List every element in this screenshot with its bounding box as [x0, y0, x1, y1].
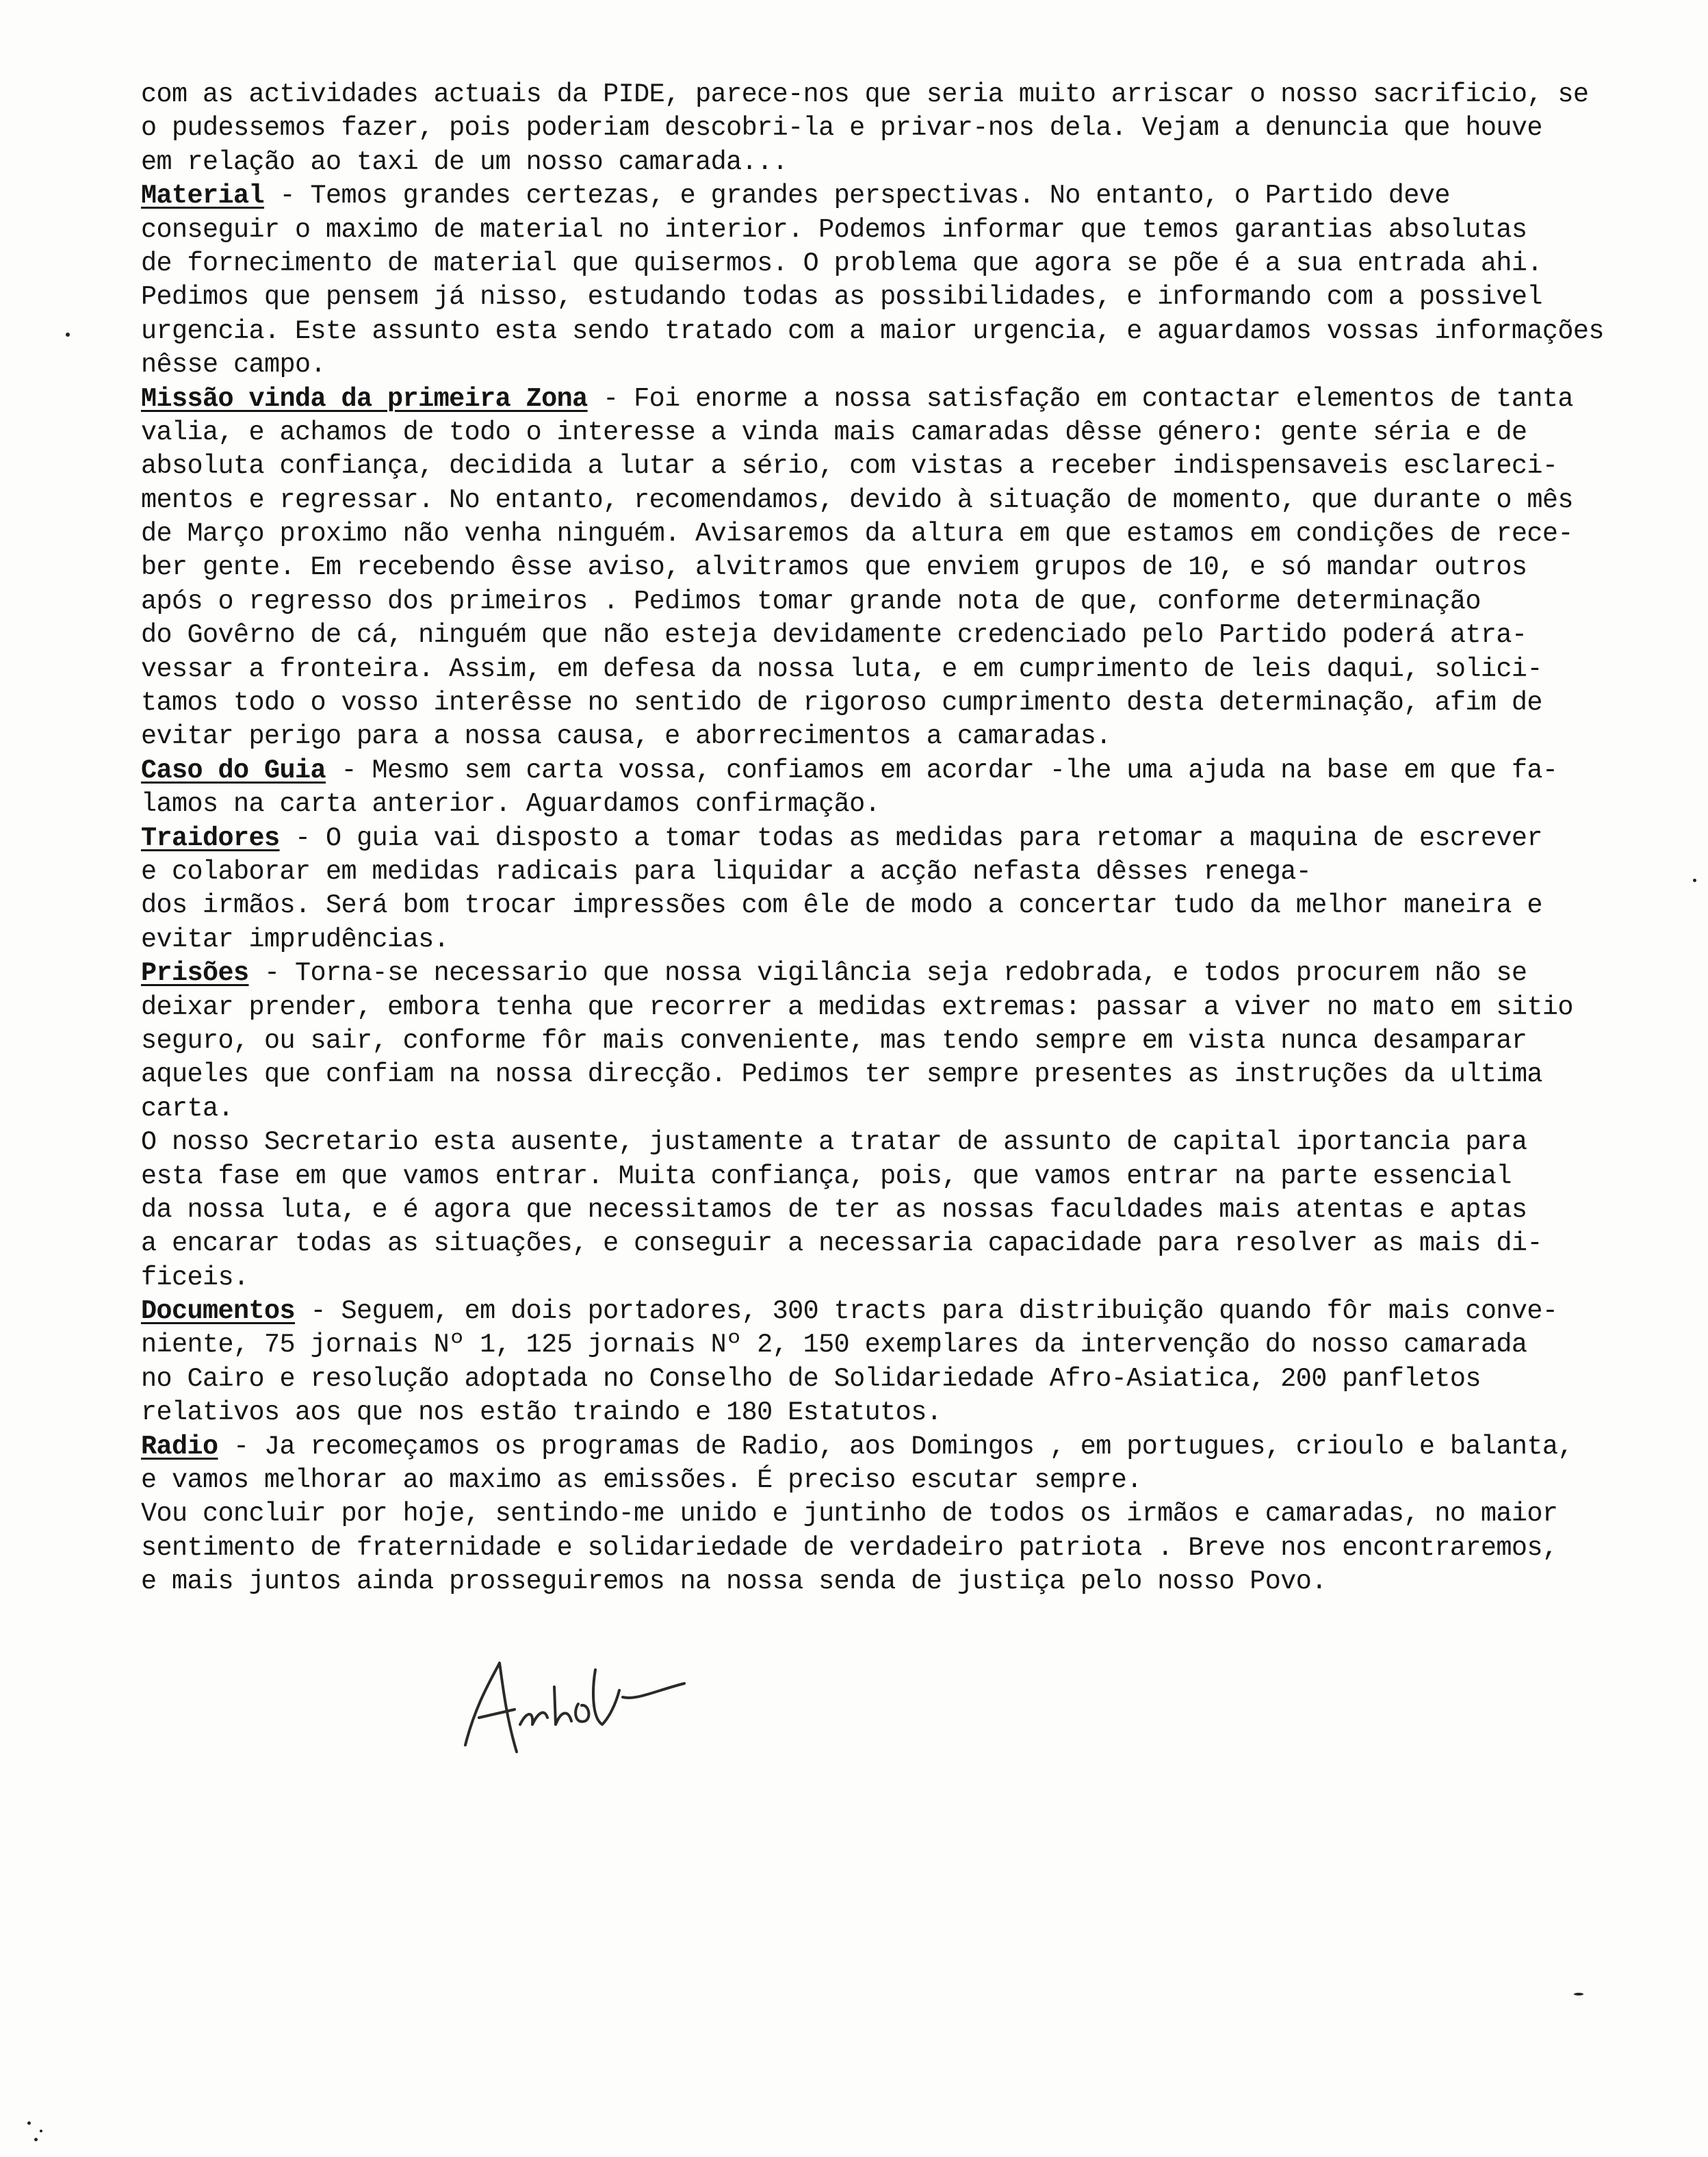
- text-line: e vamos melhorar ao maximo as emissões. É preciso escutar sempre.: [141, 1465, 1142, 1496]
- text-line: [141, 822, 1674, 855]
- section-heading-missao: Missão vinda da primeira Zona: [141, 383, 588, 414]
- text-line: da nossa luta, e é agora que necessitamos de ter as nossas faculdades mais atentas e aptas: [141, 1194, 1527, 1225]
- text-line: seguro, ou sair, conforme fôr mais conveniente, mas tendo sempre em vista nunca desamparar: [141, 1025, 1527, 1056]
- section-heading-traidores: Traidores: [141, 823, 280, 853]
- scan-speck: [40, 2130, 42, 2132]
- text-line: dos irmãos. Será bom trocar impressões com êle de modo a concertar tudo da melhor maneira e: [141, 890, 1542, 921]
- scan-speck: [34, 2138, 38, 2141]
- text-line: em relação ao taxi de um nosso camarada...: [141, 146, 788, 177]
- text-line: [141, 957, 1674, 990]
- line-text: - Seguem, em dois portadores, 300 tracts para distribuição quando fôr mais conve-: [295, 1296, 1558, 1327]
- text-line: e mais juntos ainda prosseguiremos na nossa senda de justiça pelo nosso Povo.: [141, 1566, 1327, 1597]
- line-text: - Foi enorme a nossa satisfação em contactar elementos de tanta: [587, 383, 1573, 414]
- text-line: [141, 754, 1674, 788]
- scan-speck: [1693, 879, 1696, 882]
- text-line: e colaborar em medidas radicais para liquidar a acção nefasta dêsses renega-: [141, 856, 1312, 887]
- text-line: esta fase em que vamos entrar. Muita confiança, pois, que vamos entrar na parte essencial: [141, 1161, 1512, 1191]
- text-line: conseguir o maximo de material no interior. Podemos informar que temos garantias absolutas: [141, 214, 1527, 245]
- text-line: deixar prender, embora tenha que recorrer a medidas extremas: passar a viver no mato em sitio: [141, 992, 1573, 1022]
- text-line: niente, 75 jornais Nº 1, 125 jornais Nº 2, 150 exemplares da intervenção do nosso camarada: [141, 1330, 1527, 1360]
- text-line: com as actividades actuais da PIDE, parece-nos que seria muito arriscar o nosso sacrificio, se: [141, 79, 1589, 109]
- text-line: [141, 1430, 1674, 1464]
- text-line: de fornecimento de material que quisermos. O problema que agora se põe é a sua entrada ahi.: [141, 248, 1542, 279]
- scan-speck: [66, 333, 70, 337]
- text-line: o pudessemos fazer, pois poderiam descobri-la e privar-nos dela. Vejam a denuncia que houve: [141, 113, 1542, 144]
- text-line: absoluta confiança, decidida a lutar a sério, com vistas a receber indispensaveis esclareci-: [141, 451, 1558, 482]
- text-line: tamos todo o vosso interêsse no sentido de rigoroso cumprimento desta determinação, afim de: [141, 688, 1542, 719]
- text-line: Vou concluir por hoje, sentindo-me unido e juntinho de todos os irmãos e camaradas, no maior: [141, 1499, 1558, 1529]
- text-line: sentimento de fraternidade e solidariedade de verdadeiro patriota . Breve nos encontraremos,: [141, 1532, 1558, 1563]
- text-line: no Cairo e resolução adoptada no Conselho de Solidariedade Afro-Asiatica, 200 panfletos: [141, 1363, 1481, 1394]
- text-line: evitar perigo para a nossa causa, e aborrecimentos a camaradas.: [141, 721, 1111, 752]
- text-line: mentos e regressar. No entanto, recomendamos, devido à situação de momento, que durante o mês: [141, 485, 1573, 515]
- line-text: - Temos grandes certezas, e grandes perspectivas. No entanto, o Partido deve: [264, 181, 1450, 211]
- text-line: evitar imprudências.: [141, 924, 450, 955]
- text-line: ficeis.: [141, 1262, 249, 1293]
- text-line: após o regresso dos primeiros . Pedimos tomar grande nota de que, conforme determinação: [141, 586, 1481, 617]
- scan-speck: [27, 2121, 31, 2125]
- text-line: carta.: [141, 1093, 234, 1124]
- text-line: aqueles que confiam na nossa direcção. Pedimos ter sempre presentes as instruções da ultima: [141, 1059, 1542, 1090]
- section-heading-documentos: Documentos: [141, 1296, 296, 1327]
- text-line: valia, e achamos de todo o interesse a vinda mais camaradas dêsse género: gente séria e de: [141, 417, 1527, 448]
- text-line: [141, 1295, 1674, 1328]
- section-heading-caso-guia: Caso do Guia: [141, 755, 326, 786]
- line-text: - Torna-se necessario que nossa vigilância seja redobrada, e todos procurem não se: [248, 958, 1527, 989]
- text-line: do Govêrno de cá, ninguém que não esteja devidamente credenciado pelo Partido poderá atra-: [141, 620, 1527, 651]
- text-line: vessar a fronteira. Assim, em defesa da nossa luta, e em cumprimento de leis daqui, solici-: [141, 654, 1542, 684]
- section-heading-radio: Radio: [141, 1431, 218, 1462]
- letter-body: [141, 78, 1674, 1599]
- text-line: de Março proximo não venha ninguém. Avisaremos da altura em que estamos em condições de rece-: [141, 519, 1573, 550]
- text-line: ber gente. Em recebendo êsse aviso, alvitramos que enviem grupos de 10, e só mandar outros: [141, 552, 1527, 583]
- text-line: [141, 383, 1674, 416]
- section-heading-prisoes: Prisões: [141, 958, 249, 989]
- scan-speck: [1574, 1993, 1583, 1995]
- text-line: [141, 179, 1674, 213]
- text-line: O nosso Secretario esta ausente, justamente a tratar de assunto de capital iportancia para: [141, 1127, 1527, 1158]
- text-line: urgencia. Este assunto esta sendo tratado com a maior urgencia, e aguardamos vossas informações: [141, 315, 1604, 346]
- text-line: Pedimos que pensem já nisso, estudando todas as possibilidades, e informando com a possivel: [141, 282, 1542, 313]
- line-text: - O guia vai disposto a tomar todas as medidas para retomar a maquina de escrever: [279, 823, 1542, 853]
- text-line: a encarar todas as situações, e conseguir a necessaria capacidade para resolver as mais di-: [141, 1228, 1542, 1259]
- text-line: relativos aos que nos estão traindo e 180 Estatutos.: [141, 1397, 942, 1428]
- handwritten-signature: [452, 1622, 698, 1779]
- line-text: - Ja recomeçamos os programas de Radio, aos Domingos , em portugues, crioulo e balanta,: [218, 1431, 1573, 1462]
- line-text: - Mesmo sem carta vossa, confiamos em acordar -lhe uma ajuda na base em que fa-: [326, 755, 1558, 786]
- section-heading-material: Material: [141, 181, 265, 211]
- text-line: lamos na carta anterior. Aguardamos confirmação.: [141, 789, 881, 820]
- text-line: nêsse campo.: [141, 350, 326, 380]
